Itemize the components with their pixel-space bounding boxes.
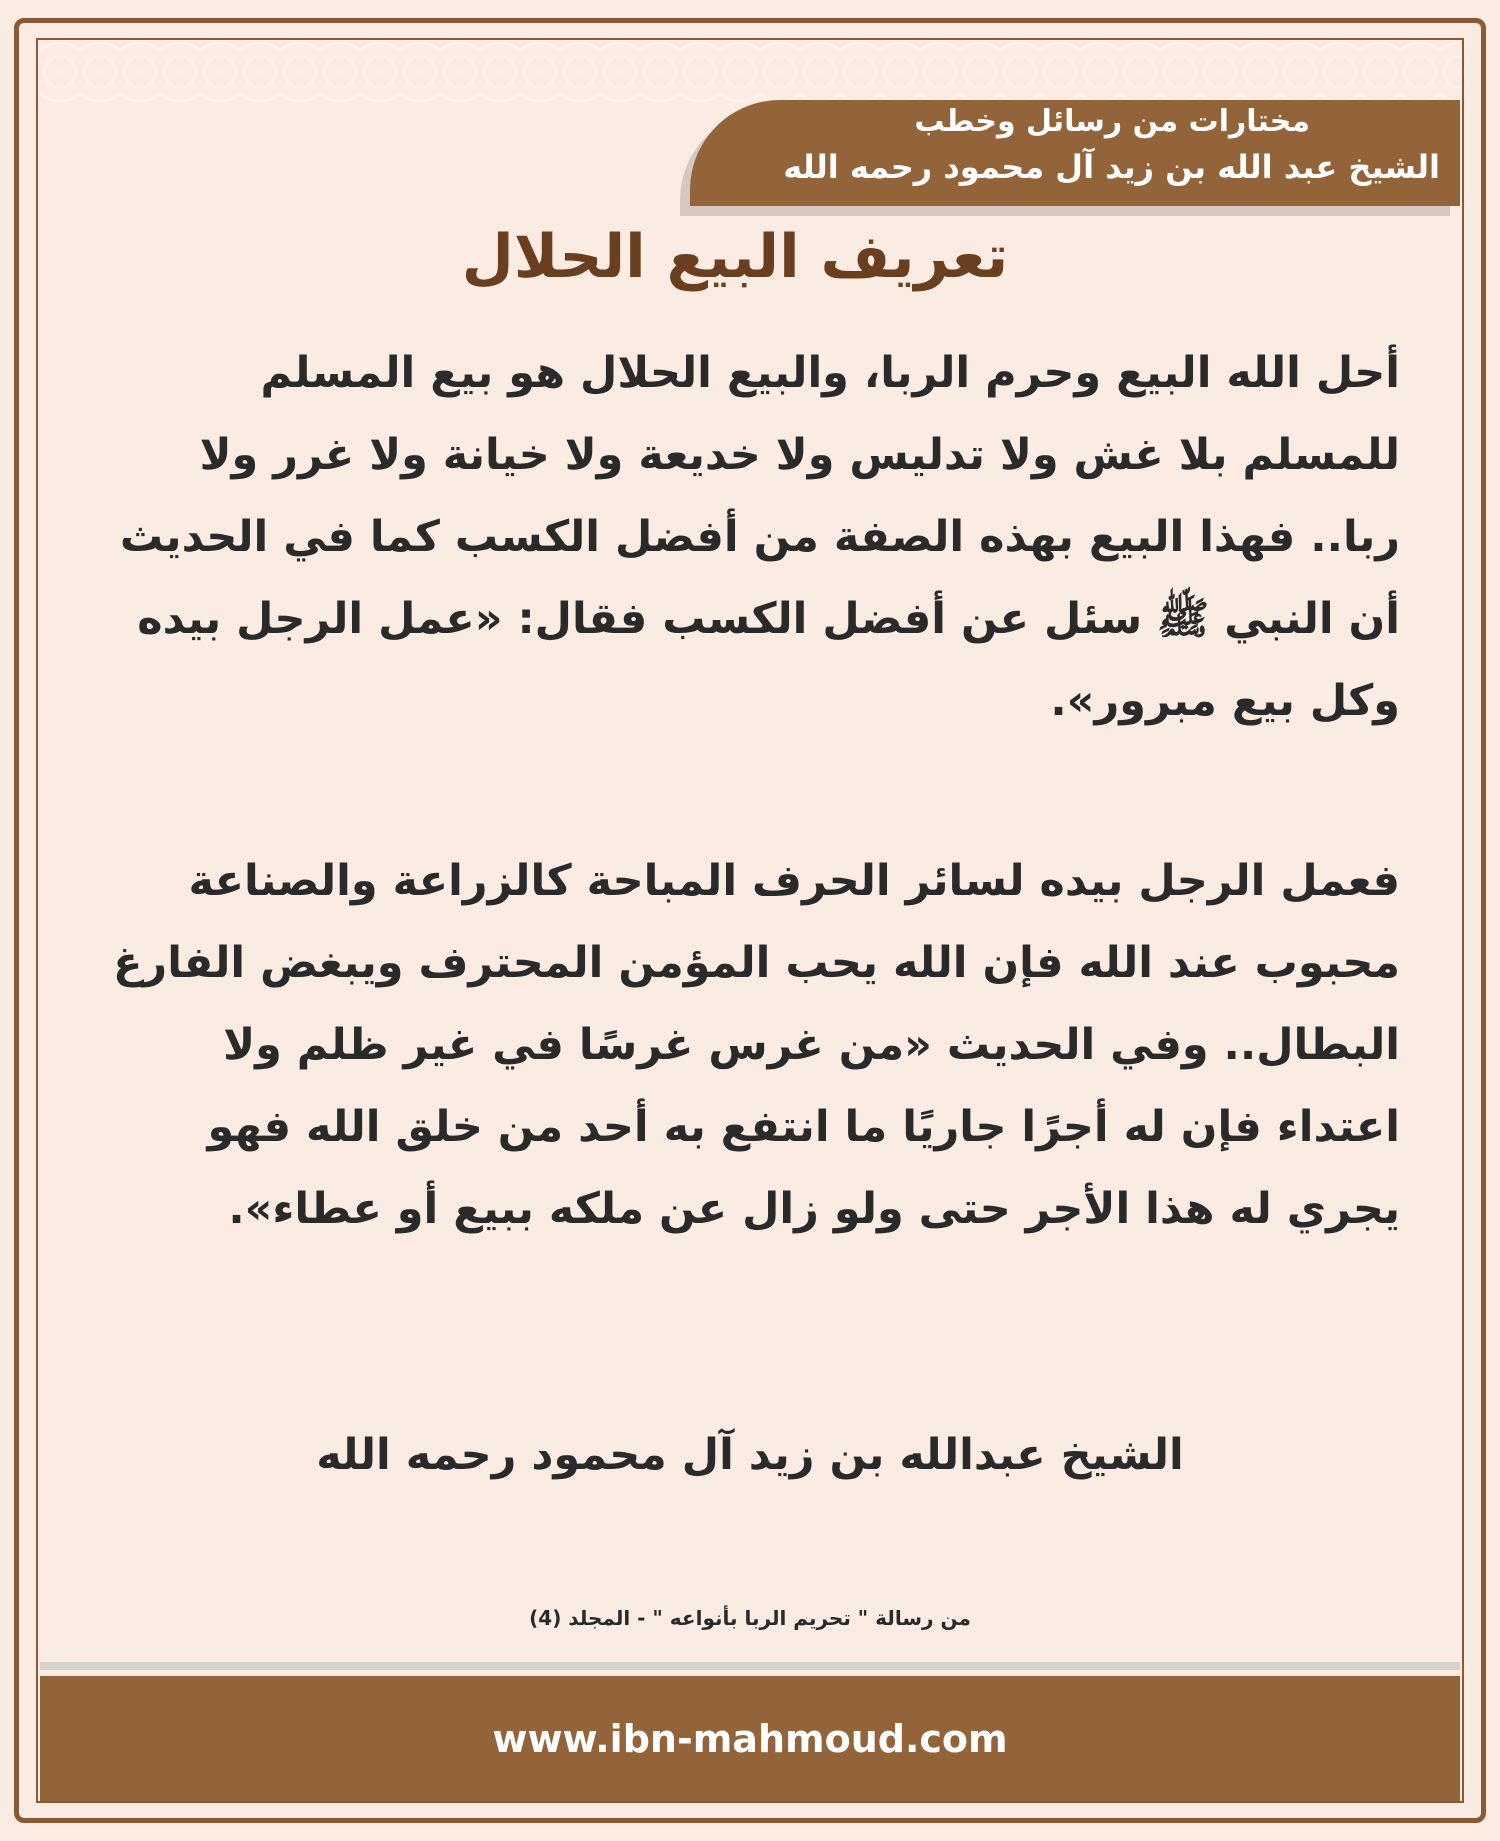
website-link[interactable]: www.ibn-mahmoud.com	[492, 1716, 1008, 1761]
footer-divider	[40, 1662, 1460, 1670]
signature: الشيخ عبدالله بن زيد آل محمود رحمه الله	[316, 1430, 1184, 1480]
source-citation: من رسالة " تحريم الربا بأنواعه " - المجلد (4)	[529, 1606, 971, 1630]
decorative-pattern	[40, 42, 1460, 102]
paragraph-2: فعمل الرجل بيده لسائر الحرف المباحة كالزراعة والصناعة محبوب عند الله فإن الله يحب المؤمن المحترف ويبغض الفارغ البطال.. وفي الحديث «من غرس غرسًا في غير ظلم ولا اعتداء فإن له أجرًا جاريًا ما انتفع به أحد من خلق الله فهو يجري له هذا الأجر حتى ولو زال عن ملكه ببيع أو عطاء».	[113, 856, 1400, 1234]
article-body	[110, 332, 1400, 742]
article-body-2	[110, 840, 1400, 1250]
paragraph-1: أحل الله البيع وحرم الربا، والبيع الحلال هو بيع المسلم للمسلم بلا غش ولا تدليس ولا خديعة ولا خيانة ولا غرر ولا ربا.. فهذا البيع بهذه الصفة من أفضل الكسب كما في الحديث أن النبي ﷺ سئل عن أفضل الكسب فقال: «عمل الرجل بيده وكل بيع مبرور».	[119, 348, 1400, 726]
page-title: تعريف البيع الحلال	[461, 222, 1009, 292]
header-author: الشيخ عبد الله بن زيد آل محمود رحمه الله	[783, 148, 1440, 186]
header-series-title: مختارات من رسائل وخطب	[914, 104, 1310, 139]
header-banner	[690, 100, 1460, 206]
footer-bar	[40, 1676, 1460, 1801]
